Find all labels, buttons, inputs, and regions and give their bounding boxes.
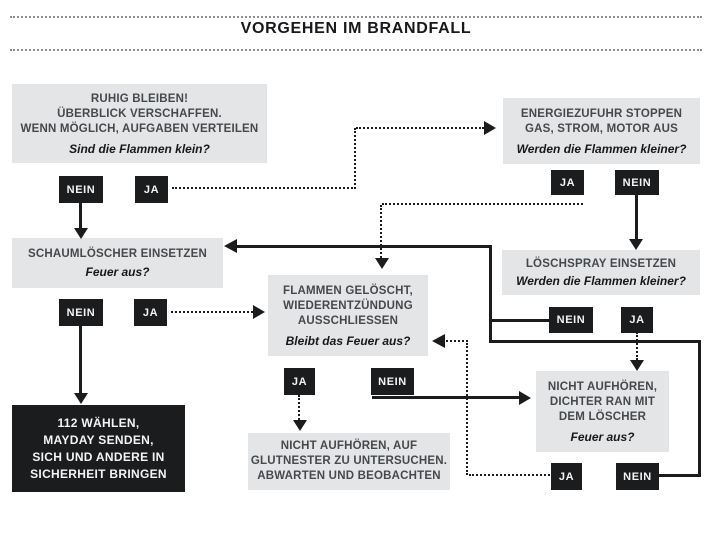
node-closer-line: DICHTER RAN MIT (549, 395, 656, 408)
node-energy (503, 98, 700, 164)
node-start-line: RUHIG BLEIBEN! (90, 92, 189, 105)
edge-energy-nein-line (635, 195, 638, 239)
node-closer-line: DEM LÖSCHER (558, 410, 647, 423)
edge-start-ja-segment (356, 127, 484, 129)
node-energy-question: Werden die Flammen kleiner? (516, 141, 687, 156)
node-extinguished (268, 275, 428, 356)
edge-return-loop-arrowhead (224, 239, 237, 253)
node-energy-line: ENERGIEZUFUHR STOPPEN (520, 107, 683, 120)
edge-start-ja-arrowhead (484, 121, 496, 135)
node-emergency-line: 112 WÄHLEN, (57, 415, 140, 430)
node-start-line: WENN MÖGLICH, AUFGABEN VERTEILEN (20, 122, 259, 135)
edge-start-ja-segment (354, 128, 356, 189)
node-start-question: Sind die Flammen klein? (69, 141, 210, 156)
node-embers-line: NICHT AUFHÖREN, AUF (280, 440, 418, 452)
node-extinguished-line: WIEDERENTZÜNDUNG (283, 299, 413, 312)
node-extinguished-line: FLAMMEN GELÖSCHT, (283, 284, 413, 297)
label-start-ja: JA (135, 176, 168, 203)
edge-energy-ja-segment (382, 203, 583, 205)
label-energy-nein: NEIN (615, 170, 659, 195)
node-emergency-line: SICH UND ANDERE IN (32, 449, 165, 464)
edge-extinguished-ja-segment (298, 395, 300, 420)
node-closer-question: Feuer aus? (570, 429, 635, 444)
edge-energy-ja-arrowhead (375, 258, 389, 269)
label-start-nein: NEIN (59, 176, 103, 203)
edge-start-nein-line (79, 203, 82, 229)
edge-closer-ja-segment (446, 340, 468, 342)
label-spray-ja: JA (621, 307, 653, 333)
node-spray (502, 250, 700, 295)
node-extinguished-question: Bleibt das Feuer aus? (285, 333, 411, 348)
node-energy-line: GAS, STROM, MOTOR AUS (524, 122, 679, 135)
edge-spray-ja-segment (636, 332, 638, 360)
node-extinguished-line: AUSSCHLIESSEN (297, 314, 399, 327)
edge-closer-nein-segment (658, 474, 701, 477)
node-closer-line: NICHT AUFHÖREN, (547, 380, 658, 393)
edge-return-loop-segment (237, 245, 492, 248)
edge-return-loop-segment (489, 340, 701, 343)
edge-foam-nein-arrowhead (74, 393, 88, 404)
label-closer-ja: JA (551, 463, 582, 490)
label-foam-nein: NEIN (59, 299, 103, 326)
title-rule-bottom (10, 49, 702, 51)
node-emergency (12, 405, 185, 492)
edge-foam-nein-line (79, 326, 82, 393)
edge-spray-ja-arrowhead (630, 360, 644, 371)
label-foam-ja: JA (134, 299, 167, 326)
label-energy-ja: JA (551, 170, 584, 195)
node-embers-line: ABWARTEN UND BEOBACHTEN (257, 470, 441, 482)
node-foam-line: SCHAUMLÖSCHER EINSETZEN (27, 248, 208, 260)
page-title: VORGEHEN IM BRANDFALL (240, 20, 472, 37)
edge-extinguished-nein-arrowhead (519, 391, 531, 405)
edge-return-loop-segment (489, 246, 492, 343)
node-foam (12, 238, 223, 288)
node-embers (248, 433, 450, 490)
edge-closer-ja-segment (466, 343, 468, 475)
node-start (12, 84, 267, 163)
edge-foam-ja-segment (171, 311, 253, 313)
node-emergency-line: MAYDAY SENDEN, (43, 432, 154, 447)
edge-extinguished-nein-line (372, 396, 519, 399)
label-extinguished-ja: JA (284, 368, 315, 395)
node-start-line: ÜBERBLICK VERSCHAFFEN. (57, 107, 222, 120)
node-foam-question: Feuer aus? (85, 265, 150, 279)
label-extinguished-nein: NEIN (371, 368, 414, 395)
label-spray-nein: NEIN (549, 307, 593, 333)
edge-start-nein-arrowhead (74, 228, 88, 239)
edge-closer-ja-segment (469, 474, 550, 476)
edge-energy-ja-segment (380, 205, 382, 258)
node-spray-line: LÖSCHSPRAY EINSETZEN (525, 258, 677, 270)
node-emergency-line: SICHERHEIT BRINGEN (30, 466, 167, 481)
edge-foam-ja-arrowhead (253, 305, 265, 319)
edge-closer-ja-arrowhead (432, 334, 445, 348)
node-spray-question: Werden die Flammen kleiner? (516, 274, 686, 288)
edge-closer-nein-segment (698, 340, 701, 477)
edge-spray-nein-segment (490, 319, 549, 322)
node-embers-line: GLUTNESTER ZU UNTERSUCHEN. (250, 455, 448, 467)
title-rule-top (10, 16, 702, 18)
edge-energy-nein-arrowhead (629, 239, 643, 250)
node-closer (536, 371, 669, 452)
edge-extinguished-ja-arrowhead (293, 420, 307, 431)
label-closer-nein: NEIN (616, 463, 659, 490)
edge-start-ja-segment (172, 187, 356, 189)
